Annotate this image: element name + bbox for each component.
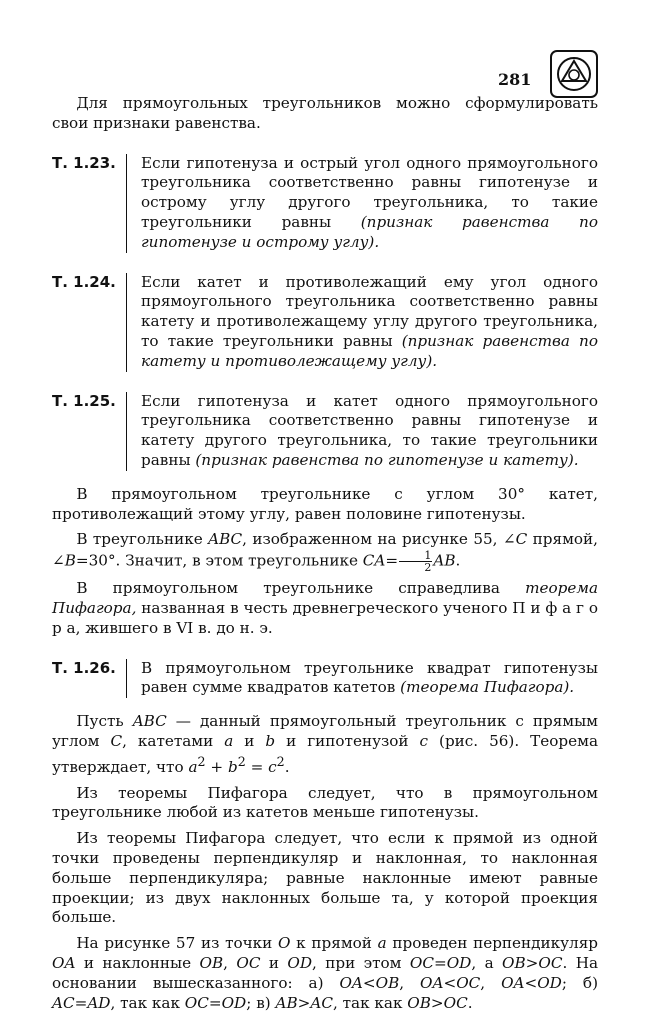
theorem-text: Если катет и противолежащий ему угол одного прямоугольного треугольника соответственно равны катету и противолежащему углу другого треугольника, то такие треугольники равны (признак равенства по катету и противолежащему углу). xyxy=(126,273,598,372)
paragraph-30-degrees: В прямоугольном треугольнике с углом 30° катет, противолежащий этому углу, равен половине гипотенузы. xyxy=(52,484,598,523)
theorem-number: Т. 1.25. xyxy=(52,391,116,410)
page-content xyxy=(52,94,598,1013)
paragraph-triangle-abc: В треугольнике ABC, изображенном на рисунке 55, ∠C прямой, ∠B=30°. Значит, в этом треугольнике CA= $\frac{1}{2}$ AB. xyxy=(52,530,598,575)
triangle-circle-logo-icon xyxy=(550,50,598,98)
paragraph-let-abc: Пусть ABC — данный прямоугольный треугольник с прямым углом C, катетами a и b и гипотенузой c (рис. 56). Теорема утверждает, что $a^2 + b^2 = c^2$. xyxy=(52,712,599,776)
theorem-text: Если гипотенуза и катет одного прямоугольного треугольника соответственно равны гипотенузе и катету другого треугольника, то такие треугольники равны (признак равенства по гипотенузе и катету). xyxy=(126,392,598,471)
intro-paragraph: Для прямоугольных треугольников можно сформулировать свои признаки равенства. xyxy=(52,94,598,132)
theorem-number: Т. 1.24. xyxy=(52,272,116,291)
paragraph-legs-less: Из теоремы Пифагора следует, что в прямоугольном треугольнике любой из катетов меньше гипотенузы. xyxy=(52,783,598,822)
theorem-1-26 xyxy=(52,659,598,699)
paragraph-pythagoras: В прямоугольном треугольнике справедлива теорема Пифагора, названная в честь древнегреческого ученого П и ф а г о р а, жившего в VI в. до н. э. xyxy=(52,579,598,637)
paragraph-perpendicular: Из теоремы Пифагора следует, что если к прямой из одной точки проведены перпендикуляр и наклонная, то наклонная больше перпендикуляра; равные наклонные имеют равные проекции; из двух наклонных больше та, у которой проекция больше. xyxy=(52,829,598,927)
theorem-text: В прямоугольном треугольнике квадрат гипотенузы равен сумме квадратов катетов (теорема Пифагора). xyxy=(126,659,598,699)
theorem-1-24 xyxy=(52,273,598,372)
paragraph-figure-57: На рисунке 57 из точки O к прямой a проведен перпендикуляр OA и наклонные OB, OC и OD, при этом OC=OD, а OB>OC. На основании вышесказанного: а) OA<OB, OA<OC, OA<OD; б) AC=AD, так как OC=OD; в) AB>AC, так как OB>OC. xyxy=(52,934,599,1012)
theorem-1-23 xyxy=(52,154,598,253)
fraction-one-half: $\frac{1}{2}$ xyxy=(399,550,432,573)
theorem-text: Если гипотенуза и острый угол одного прямоугольного треугольника соответственно равны гипотенузе и острому углу другого треугольника, то такие треугольники равны (признак равенства по гипотенузе и острому углу). xyxy=(126,154,598,253)
theorem-number: Т. 1.23. xyxy=(52,153,116,172)
theorem-number: Т. 1.26. xyxy=(52,658,116,677)
page-number: 281 xyxy=(498,70,532,89)
theorem-1-25 xyxy=(52,392,598,471)
